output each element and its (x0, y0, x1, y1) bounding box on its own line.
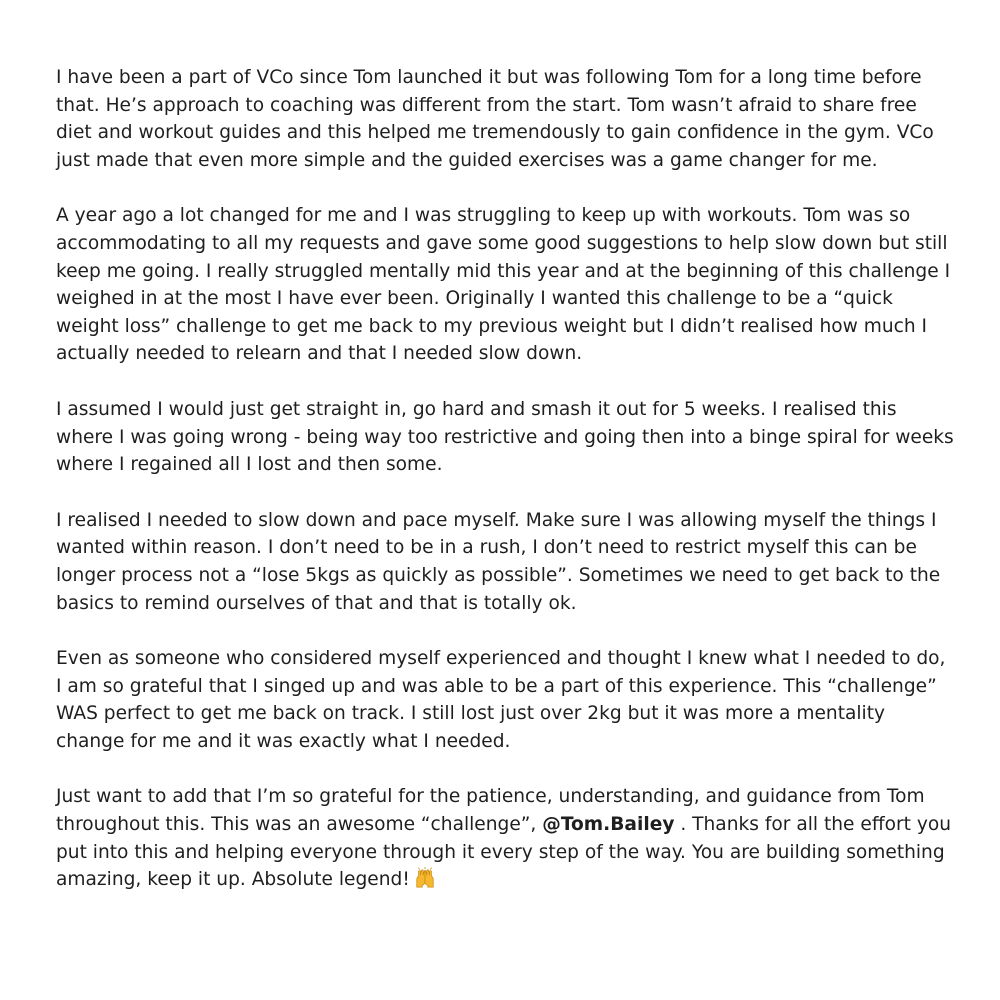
paragraph-6 (56, 783, 956, 893)
paragraph-5: Even as someone who considered myself experienced and thought I knew what I needed to do, I am so grateful that I singed up and was able to be a part of this experience. This “challenge” WAS perfect to get me back on track. I still lost just over 2kg but it was more a mentality change for me and it was exactly what I needed. (56, 648, 946, 752)
paragraph-1: I have been a part of VCo since Tom launched it but was following Tom for a long time before that. He’s approach to coaching was different from the start. Tom wasn’t afraid to share free diet and workout guides and this helped me tremendously to gain confidence in the gym. VCo just made that even more simple and the guided exercises was a game changer for me. (56, 67, 934, 171)
user-mention[interactable]: @Tom.Bailey (542, 814, 675, 836)
paragraph-6-text-start: Just want to add that I’m so grateful for the patience, understanding, and guidance from Tom throughout this. This was an awesome “challenge”, (56, 786, 925, 836)
testimonial-document (56, 64, 956, 922)
raising-hands-icon (414, 867, 436, 889)
paragraph-2: A year ago a lot changed for me and I was struggling to keep up with workouts. Tom was so accommodating to all my requests and gave some good suggestions to help slow down but still keep me going. I really struggled mentally mid this year and at the beginning of this challenge I weighed in at the most I have ever been. Originally I wanted this challenge to be a “quick weight loss” challenge to get me back to my previous weight but I didn’t realised how much I actually needed to relearn and that I needed slow down. (56, 205, 951, 365)
paragraph-4: I realised I needed to slow down and pace myself. Make sure I was allowing myself the things I wanted within reason. I don’t need to be in a rush, I don’t need to restrict myself this can be longer process not a “lose 5kgs as quickly as possible”. Sometimes we need to get back to the basics to remind ourselves of that and that is totally ok. (56, 509, 941, 614)
paragraph-3: I assumed I would just get straight in, go hard and smash it out for 5 weeks. I realised this where I was going wrong - being way too restrictive and going then into a binge spiral for weeks where I regained all I lost and then some. (56, 398, 954, 476)
paragraph-6-text-end: . Thanks for all the effort you put into this and helping everyone through it every step of the way. You are building something amazing, keep it up. Absolute legend! (56, 814, 952, 891)
